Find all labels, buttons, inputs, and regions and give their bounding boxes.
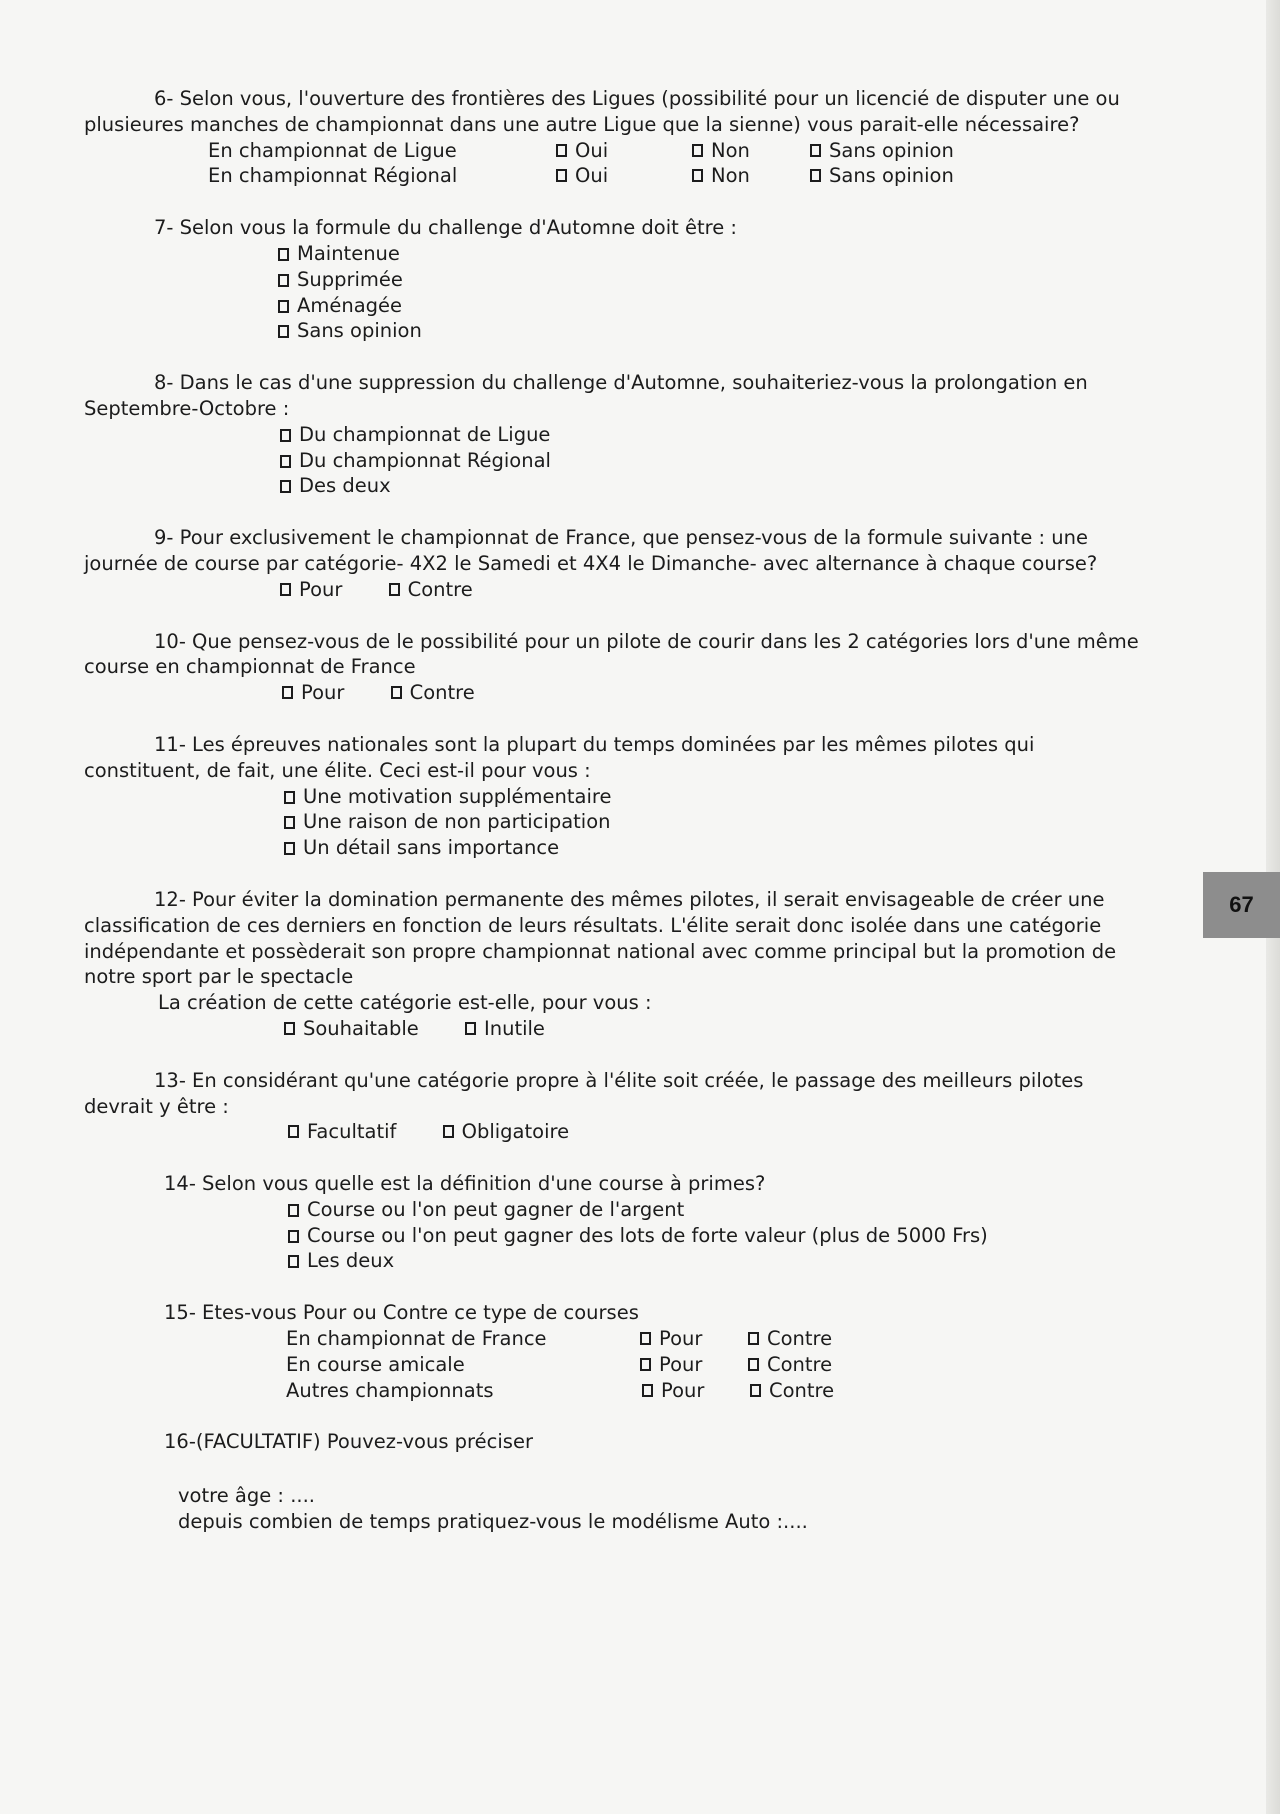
question-16-text: 16-(FACULTATIF) Pouvez-vous préciser (164, 1430, 533, 1454)
option-checkbox[interactable]: Inutile (465, 1016, 545, 1042)
checkbox-icon[interactable] (748, 1358, 759, 1371)
checkbox-icon[interactable] (692, 169, 703, 182)
checkbox-icon[interactable] (642, 1384, 653, 1397)
option-checkbox[interactable]: Course ou l'on peut gagner de l'argent (288, 1197, 1144, 1223)
option-checkbox[interactable]: Pour (280, 577, 342, 603)
checkbox-icon[interactable] (748, 1332, 759, 1345)
question-6-row-ligue (208, 138, 1144, 164)
question-6 (84, 86, 1144, 189)
option-checkbox[interactable]: Pour (282, 680, 344, 706)
question-8-text: 8- Dans le cas d'une suppression du challenge d'Automne, souhaiteriez-vous la prolongation en Septembre-Octobre : (84, 371, 1088, 420)
checkbox-icon[interactable] (278, 274, 289, 287)
question-13-options (84, 1119, 1144, 1145)
option-checkbox[interactable]: Oui (556, 163, 692, 189)
checkbox-icon[interactable] (282, 686, 293, 699)
question-7 (84, 215, 1144, 344)
row-label: En championnat de France (286, 1327, 547, 1351)
question-11-text: 11- Les épreuves nationales sont la plupart du temps dominées par les mêmes pilotes qui constituent, de fait, une élite. Ceci est-il pour vous : (84, 732, 1035, 782)
question-11 (84, 732, 1144, 861)
checkbox-icon[interactable] (465, 1022, 476, 1035)
option-checkbox[interactable]: Contre (748, 1352, 832, 1378)
checkbox-icon[interactable] (284, 842, 295, 855)
option-checkbox[interactable]: Aménagée (278, 293, 1144, 319)
question-15 (84, 1300, 1144, 1403)
checkbox-icon[interactable] (284, 1022, 295, 1035)
checkbox-icon[interactable] (280, 429, 291, 442)
question-9-options (84, 577, 1144, 603)
question-10-text: 10- Que pensez-vous de le possibilité pour un pilote de courir dans les 2 catégories lors d'une même course en championnat de France (84, 629, 1139, 679)
option-checkbox[interactable]: Obligatoire (443, 1119, 569, 1145)
question-14-text: 14- Selon vous quelle est la définition d'une course à primes? (164, 1172, 766, 1196)
question-8-options (84, 422, 1144, 499)
checkbox-icon[interactable] (288, 1255, 299, 1268)
row-label: En course amicale (286, 1352, 465, 1376)
question-10-options (84, 680, 1144, 706)
checkbox-icon[interactable] (284, 816, 295, 829)
checkbox-icon[interactable] (640, 1332, 651, 1345)
checkbox-icon[interactable] (389, 583, 400, 596)
checkbox-icon[interactable] (280, 583, 291, 596)
option-checkbox[interactable]: Des deux (280, 473, 1144, 499)
option-checkbox[interactable]: Pour (640, 1352, 748, 1378)
question-13 (84, 1068, 1144, 1145)
option-checkbox[interactable]: Maintenue (278, 241, 1144, 267)
option-checkbox[interactable]: Les deux (288, 1248, 1144, 1274)
row-label: En championnat de Ligue (208, 138, 457, 162)
checkbox-icon[interactable] (391, 686, 402, 699)
question-15-text: 15- Etes-vous Pour ou Contre ce type de courses (164, 1301, 639, 1325)
question-14 (84, 1171, 1144, 1274)
option-checkbox[interactable]: Facultatif (288, 1119, 396, 1145)
option-checkbox[interactable]: Sans opinion (810, 163, 954, 189)
checkbox-icon[interactable] (280, 455, 291, 468)
checkbox-icon[interactable] (640, 1358, 651, 1371)
question-11-options (84, 784, 1144, 861)
option-checkbox[interactable]: Un détail sans importance (284, 835, 1144, 861)
option-checkbox[interactable]: Sans opinion (278, 318, 1144, 344)
option-checkbox[interactable]: Une motivation supplémentaire (284, 784, 1144, 810)
question-12-subtext: La création de cette catégorie est-elle, pour vous : (158, 991, 652, 1015)
checkbox-icon[interactable] (284, 791, 295, 804)
checkbox-icon[interactable] (443, 1125, 454, 1138)
option-checkbox[interactable]: Pour (640, 1326, 748, 1352)
checkbox-icon[interactable] (810, 144, 821, 157)
question-7-options (84, 241, 1144, 344)
age-line[interactable]: votre âge : .... (178, 1484, 315, 1508)
checkbox-icon[interactable] (278, 248, 289, 261)
option-checkbox[interactable]: Contre (748, 1326, 832, 1352)
question-14-options (84, 1197, 1144, 1274)
option-checkbox[interactable]: Oui (556, 138, 692, 164)
checkbox-icon[interactable] (278, 300, 289, 313)
question-15-row-autres (286, 1378, 1144, 1404)
question-7-text: 7- Selon vous la formule du challenge d'Automne doit être : (154, 216, 737, 240)
question-15-row-france (286, 1326, 1144, 1352)
option-checkbox[interactable]: Non (692, 138, 810, 164)
option-checkbox[interactable]: Non (692, 163, 810, 189)
option-checkbox[interactable]: Du championnat de Ligue (280, 422, 1144, 448)
checkbox-icon[interactable] (556, 144, 567, 157)
question-9 (84, 525, 1144, 602)
option-checkbox[interactable]: Contre (389, 577, 473, 603)
option-checkbox[interactable]: Une raison de non participation (284, 809, 1144, 835)
checkbox-icon[interactable] (278, 325, 289, 338)
checkbox-icon[interactable] (288, 1230, 299, 1243)
row-label: Autres championnats (286, 1378, 494, 1402)
questionnaire (84, 86, 1144, 1561)
question-9-text: 9- Pour exclusivement le championnat de France, que pensez-vous de la formule suivante : une journée de course par catégorie- 4X2 le Samedi et 4X4 le Dimanche- avec alternance à chaque course? (84, 526, 1098, 575)
practice-duration-line[interactable]: depuis combien de temps pratiquez-vous le modélisme Auto :.... (178, 1510, 808, 1534)
option-checkbox[interactable]: Sans opinion (810, 138, 954, 164)
question-6-row-regional (208, 163, 1144, 189)
question-16 (84, 1429, 1144, 1534)
checkbox-icon[interactable] (288, 1125, 299, 1138)
option-checkbox[interactable]: Du championnat Régional (280, 448, 1144, 474)
option-checkbox[interactable]: Contre (391, 680, 475, 706)
question-15-row-amicale (286, 1352, 1144, 1378)
page-number: 67 (1229, 892, 1254, 917)
checkbox-icon[interactable] (556, 169, 567, 182)
page-number-tab (1203, 872, 1280, 938)
question-12-text: 12- Pour éviter la domination permanente des mêmes pilotes, il serait envisageable de créer une classification de ces derniers en fonction de leurs résultats. L'élite serait donc isolée dans une catégorie indépendante et possèderait son propre championnat national avec comme principal but la promotion de notre sport par le spectacle (84, 887, 1117, 989)
option-checkbox[interactable]: Supprimée (278, 267, 1144, 293)
option-checkbox[interactable]: Souhaitable (284, 1016, 419, 1042)
question-10 (84, 629, 1144, 706)
checkbox-icon[interactable] (288, 1204, 299, 1217)
question-8 (84, 370, 1144, 499)
checkbox-icon[interactable] (692, 144, 703, 157)
question-12-options (84, 1016, 1144, 1042)
checkbox-icon[interactable] (280, 480, 291, 493)
option-checkbox[interactable]: Course ou l'on peut gagner des lots de forte valeur (plus de 5000 Frs) (288, 1223, 1144, 1249)
checkbox-icon[interactable] (810, 169, 821, 182)
question-12 (84, 887, 1144, 1042)
row-label: En championnat Régional (208, 164, 458, 188)
option-checkbox[interactable]: Pour (642, 1378, 750, 1404)
checkbox-icon[interactable] (750, 1384, 761, 1397)
question-13-text: 13- En considérant qu'une catégorie propre à l'élite soit créée, le passage des meilleurs pilotes devrait y être : (84, 1068, 1084, 1118)
option-checkbox[interactable]: Contre (750, 1378, 834, 1404)
question-6-text: 6- Selon vous, l'ouverture des frontières des Ligues (possibilité pour un licencié de disputer une ou plusieures manches de championnat dans une autre Ligue que la sienne) vous parait-elle nécessaire? (84, 87, 1120, 136)
